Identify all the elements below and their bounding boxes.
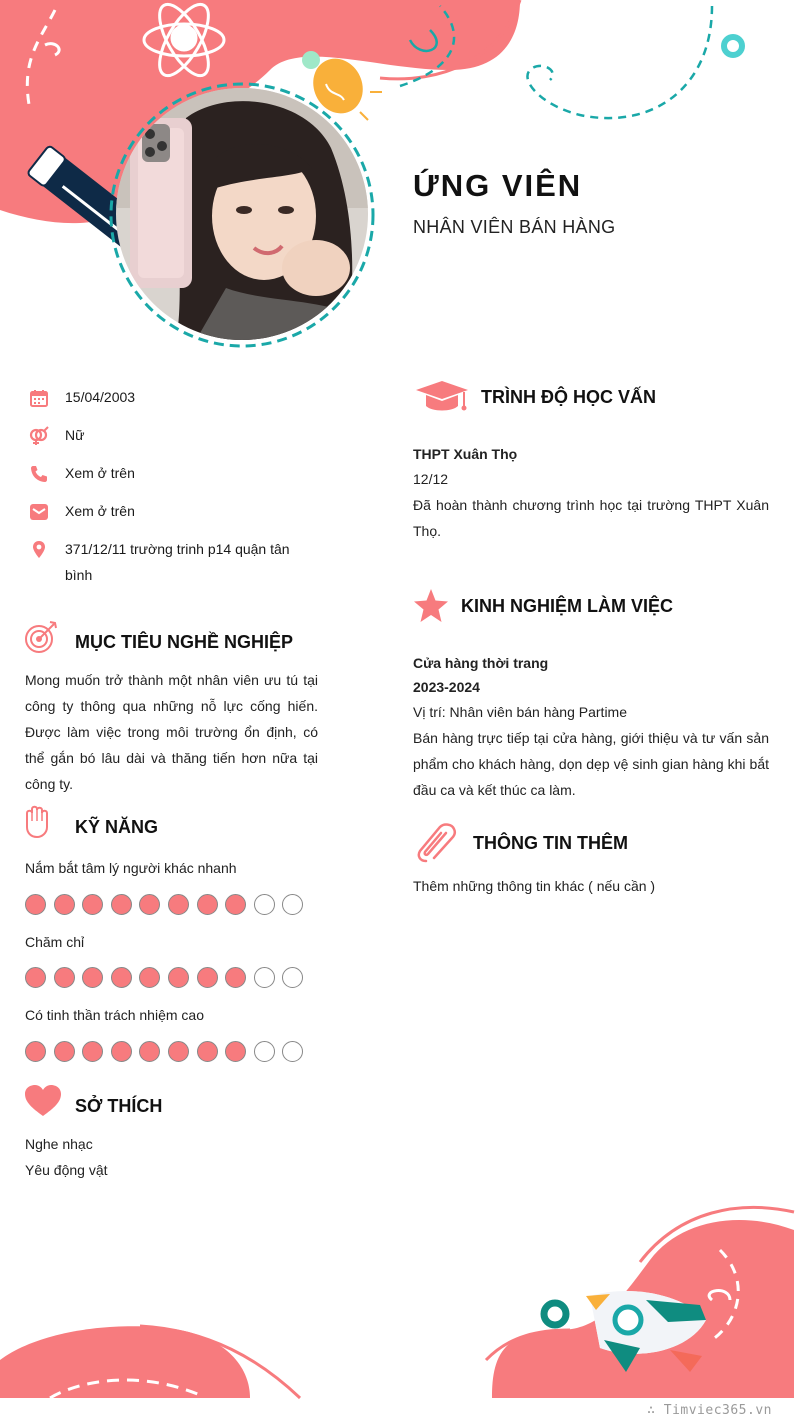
rating-dot-filled: [225, 967, 246, 988]
email-icon: [29, 502, 49, 522]
rating-dot-filled: [168, 1041, 189, 1062]
paperclip-icon: [416, 823, 458, 863]
education-description: Đã hoàn thành chương trình học tại trường THPT Xuân Thọ.: [413, 497, 769, 539]
rating-dot-filled: [139, 1041, 160, 1062]
rating-dot-filled: [225, 894, 246, 915]
birthdate-value: 15/04/2003: [65, 389, 136, 405]
candidate-name: ỨNG VIÊN: [413, 168, 583, 203]
rating-dot-filled: [25, 1041, 46, 1062]
skill-label: Có tinh thần trách nhiệm cao: [25, 1007, 204, 1023]
objective-title: MỤC TIÊU NGHỀ NGHIỆP: [75, 632, 294, 652]
address-value: 371/12/11 trường trinh p14 quận tân bình: [65, 541, 290, 583]
rating-dot-filled: [139, 894, 160, 915]
hobby-item: Yêu động vật: [25, 1162, 108, 1178]
rating-dot-filled: [197, 967, 218, 988]
rating-dot-empty: [282, 894, 303, 915]
skill-rating: [25, 894, 303, 916]
rating-dot-filled: [111, 894, 132, 915]
gender-value: Nữ: [65, 427, 85, 443]
additional-text: Thêm những thông tin khác ( nếu cần ): [413, 878, 656, 894]
rating-dot-empty: [282, 1041, 303, 1062]
rating-dot-filled: [197, 894, 218, 915]
location-pin-icon: [29, 540, 49, 560]
gender-icon: [29, 426, 49, 446]
experience-position: Vị trí: Nhân viên bán hàng Partime: [413, 704, 628, 720]
watermark: ∴ Timviec365.vn: [647, 1403, 772, 1418]
star-icon: [413, 588, 449, 624]
phone-value[interactable]: Xem ở trên: [65, 465, 135, 481]
rating-dot-filled: [25, 967, 46, 988]
rating-dot-empty: [254, 1041, 275, 1062]
hobbies-title: SỞ THÍCH: [75, 1096, 163, 1116]
profile-photo: [116, 88, 368, 340]
email-value[interactable]: Xem ở trên: [65, 503, 135, 519]
skill-label: Chăm chỉ: [25, 934, 85, 950]
rating-dot-filled: [54, 894, 75, 915]
target-icon: [24, 620, 60, 656]
rating-dot-empty: [254, 894, 275, 915]
fist-icon: [24, 805, 50, 839]
heart-icon: [24, 1084, 62, 1118]
rating-dot-filled: [168, 894, 189, 915]
rating-dot-filled: [54, 967, 75, 988]
rating-dot-filled: [54, 1041, 75, 1062]
rating-dot-empty: [282, 967, 303, 988]
rating-dot-filled: [111, 1041, 132, 1062]
rating-dot-filled: [168, 967, 189, 988]
objective-text: Mong muốn trở thành một nhân viên ưu tú tại công ty thông qua những nỗ lực cống hiến. Được làm việc trong môi trường ổn định, có thể gắn bó lâu dài và thăng tiến hơn nữa tại công ty.: [25, 672, 318, 792]
education-title: TRÌNH ĐỘ HỌC VẤN: [481, 387, 656, 407]
calendar-icon: [29, 388, 49, 408]
job-title: NHÂN VIÊN BÁN HÀNG: [413, 217, 616, 237]
education-period: 12/12: [413, 471, 449, 487]
skill-rating: [25, 967, 303, 989]
rating-dot-empty: [254, 967, 275, 988]
experience-period: 2023-2024: [413, 679, 480, 695]
experience-description: Bán hàng trực tiếp tại cửa hàng, giới thiệu và tư vấn sản phẩm cho khách hàng, dọn dẹp vệ sinh gian hàng khi bắt đầu ca và kết thúc ca làm.: [413, 730, 769, 798]
rating-dot-filled: [25, 894, 46, 915]
experience-company: Cửa hàng thời trang: [413, 655, 549, 671]
education-school: THPT Xuân Thọ: [413, 446, 518, 462]
rating-dot-filled: [82, 1041, 103, 1062]
rating-dot-filled: [82, 894, 103, 915]
hobby-item: Nghe nhạc: [25, 1136, 93, 1152]
phone-icon: [29, 464, 49, 484]
rating-dot-filled: [225, 1041, 246, 1062]
rating-dot-filled: [139, 967, 160, 988]
rating-dot-filled: [197, 1041, 218, 1062]
skills-title: KỸ NĂNG: [75, 817, 159, 837]
additional-title: THÔNG TIN THÊM: [473, 833, 628, 853]
skill-rating: [25, 1041, 303, 1063]
rating-dot-filled: [111, 967, 132, 988]
skill-label: Nắm bắt tâm lý người khác nhanh: [25, 860, 237, 876]
rating-dot-filled: [82, 967, 103, 988]
experience-title: KINH NGHIỆM LÀM VIỆC: [461, 596, 674, 616]
graduation-cap-icon: [414, 380, 470, 414]
